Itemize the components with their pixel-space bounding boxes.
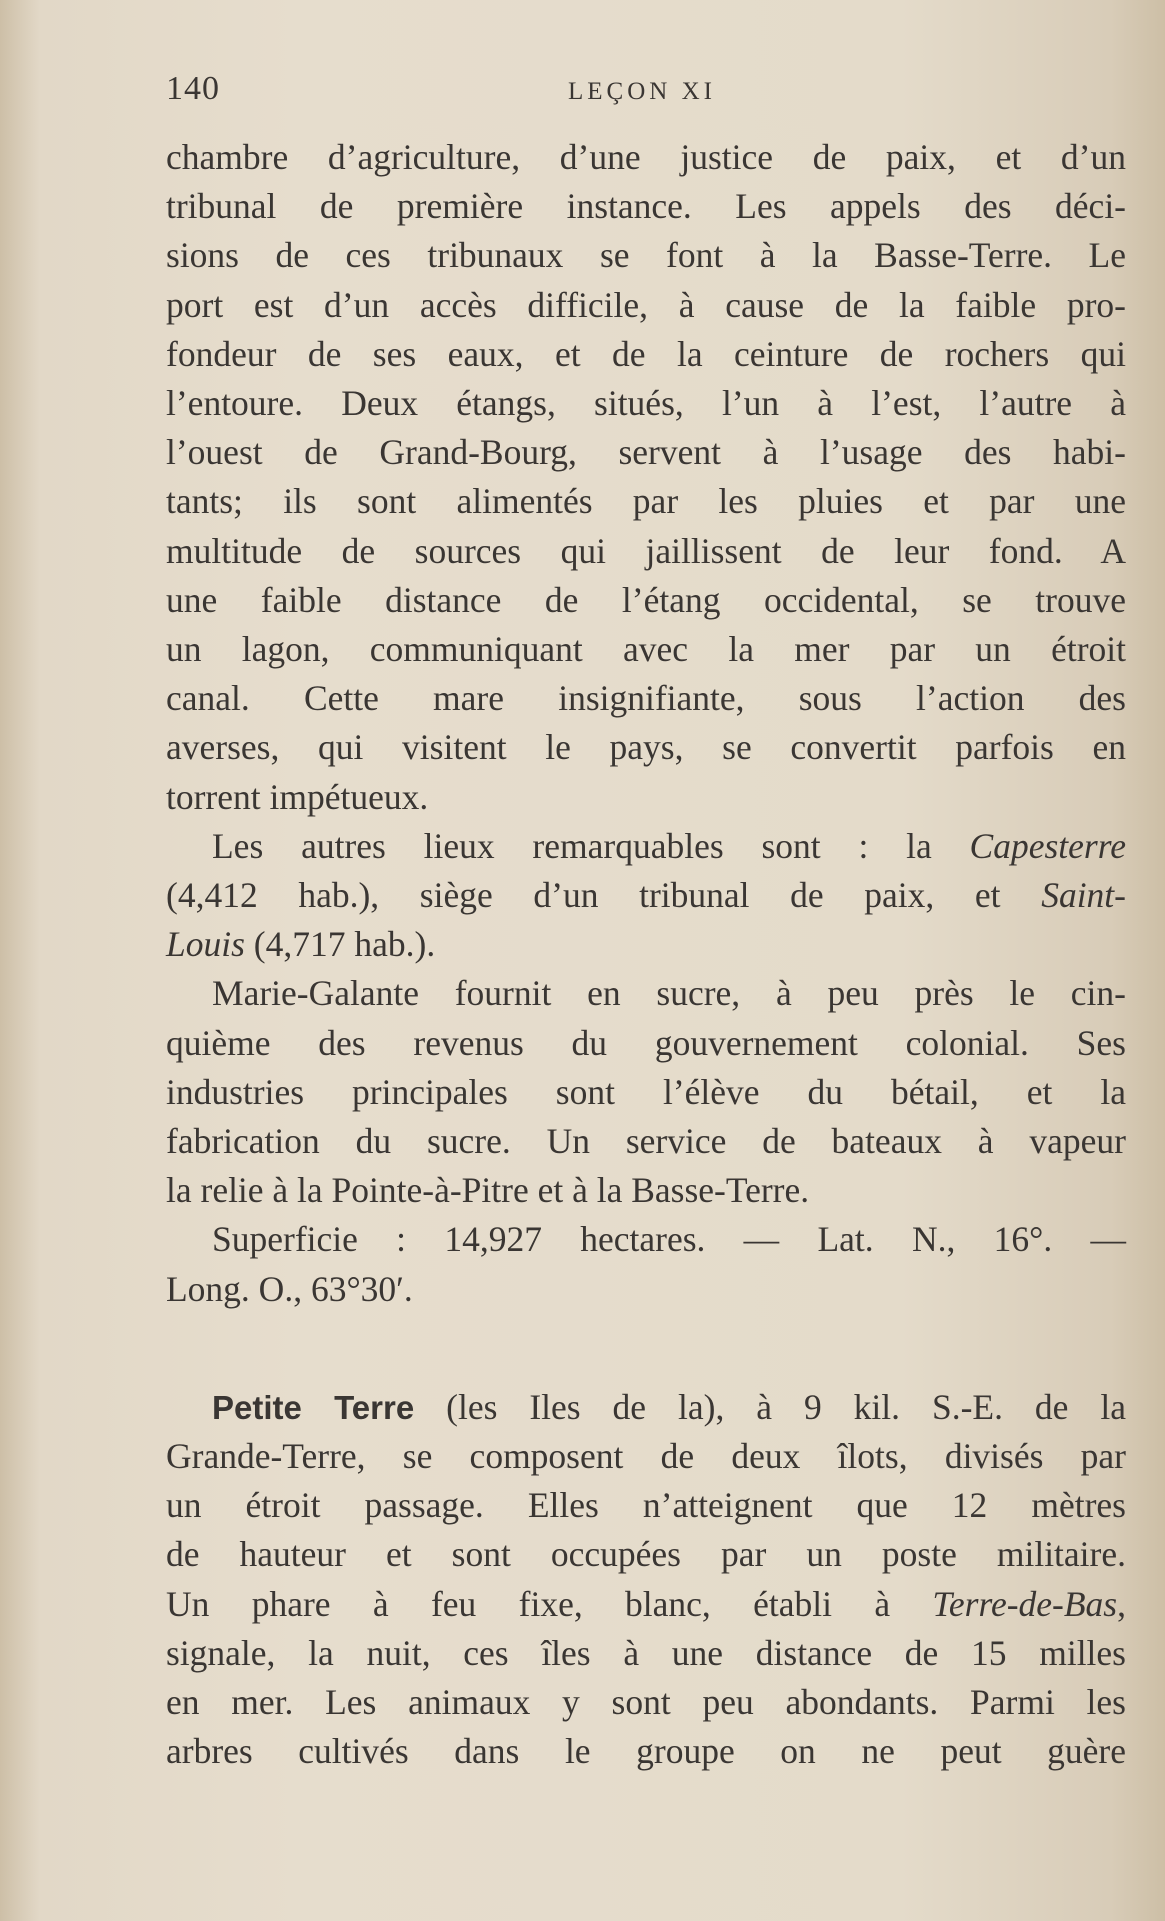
text-line: un lagon, communiquant avec la mer par un étroit xyxy=(166,629,1126,670)
paragraph-3 xyxy=(166,969,1126,1215)
text-line: arbres cultivés dans le groupe on ne peut guère xyxy=(166,1731,1126,1772)
paragraph-1 xyxy=(166,133,1126,822)
running-head: LEÇON XI xyxy=(568,78,716,105)
text-line: port est d’un accès difficile, à cause de la faible pro- xyxy=(166,284,1126,325)
text-run: (les Iles de la), à 9 kil. S.-E. de la xyxy=(414,1386,1126,1427)
text-line: la relie à la Pointe-à-Pitre et à la Basse-Terre. xyxy=(166,1170,810,1211)
text-line: Marie-Galante fournit en sucre, à peu près le cin- xyxy=(212,973,1126,1014)
text-line: l’entoure. Deux étangs, situés, l’un à l’est, l’autre à xyxy=(166,383,1126,424)
text-line: sions de ces tribunaux se font à la Basse-Terre. Le xyxy=(166,235,1126,276)
text-line xyxy=(166,871,1126,920)
body-text xyxy=(166,133,1126,1777)
text-line: une faible distance de l’étang occidental, se trouve xyxy=(166,579,1126,620)
paragraph-2 xyxy=(166,822,1126,970)
text-line xyxy=(166,1580,1126,1629)
page-number: 140 xyxy=(166,70,220,107)
entry-heading: Petite Terre xyxy=(212,1388,415,1426)
text-line: multitude de sources qui jaillissent de leur fond. A xyxy=(166,530,1126,571)
text-run: , xyxy=(1117,1583,1126,1624)
text-line: un étroit passage. Elles n’atteignent que 12 mètres xyxy=(166,1485,1126,1526)
text-line: industries principales sont l’élève du bétail, et la xyxy=(166,1071,1126,1112)
text-line: Grande-Terre, se composent de deux îlots, divisés par xyxy=(166,1436,1126,1477)
text-line: canal. Cette mare insignifiante, sous l’action des xyxy=(166,678,1126,719)
place-name: Saint- xyxy=(1041,875,1126,916)
text-line xyxy=(166,1383,1126,1432)
place-name: Louis xyxy=(166,924,245,965)
text-line: averses, qui visitent le pays, se convertit parfois en xyxy=(166,727,1126,768)
text-line: quième des revenus du gouvernement colonial. Ses xyxy=(166,1022,1126,1063)
text-line: l’ouest de Grand-Bourg, servent à l’usage des habi- xyxy=(166,432,1126,473)
text-run: (4,717 hab.). xyxy=(244,924,436,965)
text-run: (4,412 hab.), siège d’un tribunal de paix, et xyxy=(166,875,1042,916)
text-line: en mer. Les animaux y sont peu abondants. Parmi les xyxy=(166,1682,1126,1723)
text-line: fondeur de ses eaux, et de la ceinture de rochers qui xyxy=(166,333,1126,374)
text-line: tants; ils sont alimentés par les pluies et par une xyxy=(166,481,1126,522)
place-name: Terre-de-Bas xyxy=(932,1583,1118,1624)
page-header xyxy=(166,70,1126,120)
paragraph-5 xyxy=(166,1383,1126,1777)
text-run: Les autres lieux remarquables sont : la xyxy=(212,825,970,866)
text-line: torrent impétueux. xyxy=(166,776,429,817)
paragraph-4 xyxy=(166,1215,1126,1313)
text-line: tribunal de première instance. Les appels des déci- xyxy=(166,186,1126,227)
place-name: Capesterre xyxy=(969,825,1126,866)
text-line: chambre d’agriculture, d’une justice de paix, et d’un xyxy=(166,137,1126,177)
section-gap xyxy=(166,1314,1126,1383)
text-line: fabrication du sucre. Un service de bateaux à vapeur xyxy=(166,1121,1126,1162)
text-line: signale, la nuit, ces îles à une distance de 15 milles xyxy=(166,1632,1126,1673)
text-run: Un phare à feu fixe, blanc, établi à xyxy=(166,1583,933,1624)
text-line: Long. O., 63°30′. xyxy=(166,1268,413,1309)
text-line: de hauteur et sont occupées par un poste militaire. xyxy=(166,1534,1126,1575)
text-line: Superficie : 14,927 hectares. — Lat. N., 16°. — xyxy=(212,1219,1126,1260)
text-line xyxy=(166,920,1126,969)
text-line xyxy=(166,822,1126,871)
